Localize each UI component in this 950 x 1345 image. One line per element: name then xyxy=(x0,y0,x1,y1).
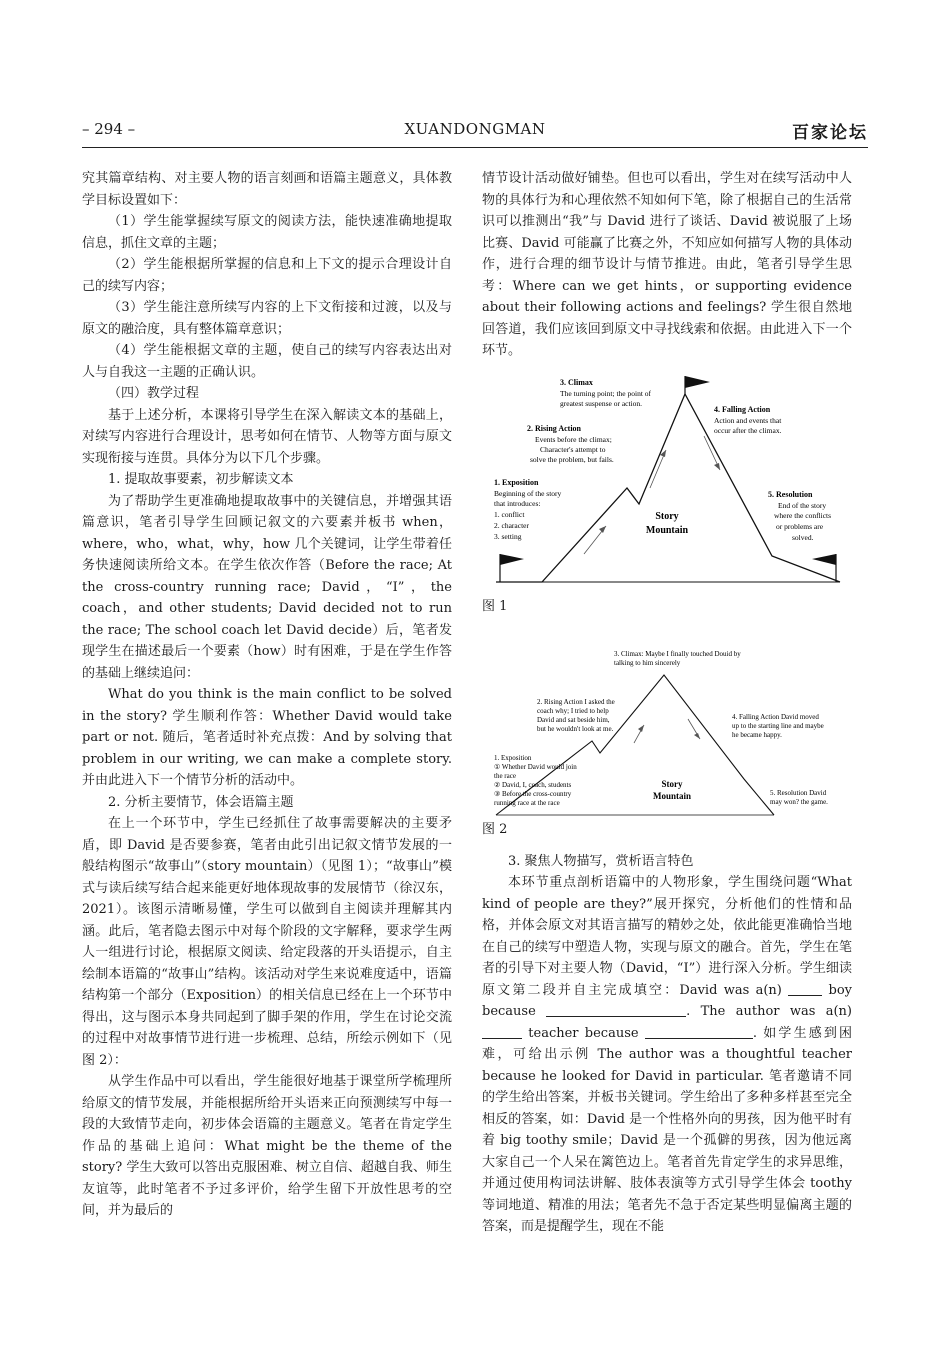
right-column xyxy=(482,168,852,1238)
svg-text:may won? the game.: may won? the game. xyxy=(770,798,828,806)
fig1-falling-title: 4. Falling Action xyxy=(714,404,771,414)
figure-2 xyxy=(482,647,852,841)
fig2-rising: 2. Rising Action I asked the xyxy=(537,698,615,706)
goal-item: （3）学生能注意所续写内容的上下文衔接和过渡，以及与原文的融洽度，具有整体篇章意识； xyxy=(82,300,452,337)
svg-text:coach why; I tried to help: coach why; I tried to help xyxy=(537,707,609,715)
student-story-mountain-diagram xyxy=(482,647,852,819)
svg-text:① Whether David would join: ① Whether David would join xyxy=(494,763,577,771)
fig1-climax-title: 3. Climax xyxy=(560,377,593,387)
svg-text:Story: Story xyxy=(661,779,683,789)
subheading: （四）教学过程 xyxy=(108,386,200,401)
page-number: – 294 – xyxy=(82,120,136,138)
svg-text:The turning point; the point o: The turning point; the point of xyxy=(560,388,652,398)
svg-text:he became happy.: he became happy. xyxy=(732,731,782,739)
fig2-exposition: 1. Exposition xyxy=(494,754,532,762)
blank-line xyxy=(788,981,822,996)
svg-text:or problems are: or problems are xyxy=(776,521,824,531)
page-header xyxy=(82,116,868,146)
fig2-climax: 3. Climax: Maybe I finally touched Douid by xyxy=(614,650,741,658)
svg-text:Character's attempt to: Character's attempt to xyxy=(540,444,606,454)
svg-text:Mountain: Mountain xyxy=(652,791,692,801)
subheading: 3. 聚焦人物描写，赏析语言特色 xyxy=(508,853,694,869)
svg-text:Beginning of the story: Beginning of the story xyxy=(494,488,562,498)
svg-text:Story: Story xyxy=(655,510,679,522)
arrow-icon xyxy=(599,526,606,533)
blank-line xyxy=(645,1024,753,1039)
arrow-icon xyxy=(638,725,644,732)
blank-line xyxy=(482,1024,522,1039)
subheading: 2. 分析主要情节，体会语篇主题 xyxy=(108,794,294,810)
svg-text:③ Before the cross-country: ③ Before the cross-country xyxy=(494,790,572,798)
subheading: 1. 提取故事要素，初步解读文本 xyxy=(108,472,294,487)
svg-text:talking to him sincerely: talking to him sincerely xyxy=(614,659,681,667)
goal-item: （4）学生能根据文章的主题，使自己的续写内容表达出对人与自我这一主题的正确认识。 xyxy=(82,343,452,380)
paragraph: 从学生作品中可以看出，学生能很好地基于课堂所学梳理所给原文的情节发展，并能根据所给开头语来正向预测续写中每一段的大致情节走向，初步体会语篇的主题意义。笔者在肯定学生作品的基础上追问：What might be the theme of the story? 学生大致可以答出克服困难、树立自信、超越自我、师生友谊等，此时笔者不予过多评价，给学生留下开放性思考的空间，并为最后的 xyxy=(82,1074,452,1218)
svg-text:3. setting: 3. setting xyxy=(494,531,522,541)
left-column xyxy=(82,168,452,1222)
svg-text:the race: the race xyxy=(494,772,516,780)
fig1-exposition-title: 1. Exposition xyxy=(494,477,539,487)
fig1-resolution-title: 5. Resolution xyxy=(768,489,813,499)
svg-text:David and sat beside him,: David and sat beside him, xyxy=(537,716,610,724)
figure-1 xyxy=(482,376,852,618)
paragraph: 为了帮助学生更准确地提取故事中的关键信息，并增强其语篇意识，笔者引导学生回顾记叙文的六要素并板书 when，where，who，what，why，how 几个关键词，让学生带着任务快速阅读所给文本。在学生依次作答（Before the race; At the cross-country running race; David，“I”，the coach，and other students; David decided not to run the race; The school coach let David decide）后，笔者发现学生在描述最后一个要素（how）时有困难，于是在学生作答的基础上继续追问： xyxy=(82,493,452,681)
svg-text:solved.: solved. xyxy=(792,532,814,542)
end-flag-icon xyxy=(812,554,836,565)
svg-text:where the conflicts: where the conflicts xyxy=(774,510,832,520)
paragraph: 情节设计活动做好铺垫。但也可以看出，学生对在续写活动中人物的具体行为和心理依然不知如何下笔，除了根据自己的生活常识可以推测出“我”与 David 进行了谈话、David 被说服了上场比赛、David 可能赢了比赛之外，不知应如何描写人物的具体动作，进行合理的细节设计与情节推进。由此，笔者引导学生思考：Where can we get hints，or supporting evidence about their following actions and feelings? 学生很自然地回答道，我们应该回到原文中寻找线索和依据。由此进入下一个环节。 xyxy=(482,171,852,358)
svg-text:Mountain: Mountain xyxy=(645,524,689,536)
fig2-falling: 4. Falling Action David moved xyxy=(732,713,819,721)
header-rule xyxy=(82,147,868,148)
figure-1-caption: 图 1 xyxy=(482,598,508,614)
arrow-icon xyxy=(714,463,720,470)
svg-text:1. conflict: 1. conflict xyxy=(494,509,525,519)
arrow-icon xyxy=(694,733,700,739)
svg-text:Events before the climax;: Events before the climax; xyxy=(535,434,612,444)
figure-2-caption: 图 2 xyxy=(482,822,508,837)
svg-text:up to the starting line and ma: up to the starting line and maybe xyxy=(732,722,824,730)
svg-text:greatest suspense or action.: greatest suspense or action. xyxy=(560,398,643,408)
goal-item: （2）学生能根据所掌握的信息和上下文的提示合理设计自己的续写内容； xyxy=(82,257,452,294)
svg-text:Action and events that: Action and events that xyxy=(714,415,782,425)
svg-text:solve the problem, but fails.: solve the problem, but fails. xyxy=(530,454,614,464)
mountain-outline xyxy=(496,394,840,582)
fig1-rising-title: 2. Rising Action xyxy=(527,423,582,433)
paragraph: What do you think is the main conflict to be solved in the story? 学生顺利作答：Whether David would take part or not. 随后，笔者适时补充点拨：And by solving that problem in our writing, we can make a complete story. 并由此进入下一个情节分析的活动中。 xyxy=(82,687,452,788)
blank-line xyxy=(546,1002,686,1017)
fig2-resolution: 5. Resolution David xyxy=(770,789,827,797)
summit-flag-icon xyxy=(685,376,710,388)
paragraph: 本环节重点剖析语篇中的人物形象，学生围绕问题“What kind of people are they?”展开探究，分析他们的性情和品格，并体会原文对其语言描写的精妙之处，依此能更准确恰当地在自己的续写中塑造人物，实现与原文的融合。首先，学生在笔者的引导下对主要人物（David，“I”）进行深入分析。学生细读原文第二段并自主完成填空：David was a(n) boy because . The author was a(n) teacher because . 如学生感到困难，可给出示例 The author was a thoughtful teacher because he looked for David in particular. 笔者邀请不同的学生给出答案，并板书关键词。学生给出了多种多样甚至完全相反的答案，如：David 是一个性格外向的男孩，因为他平时有着 big toothy smile；David 是一个孤僻的男孩，因为他远离大家自己一个人呆在篱笆边上。笔者首先肯定学生的求异思维，并通过使用构词法讲解、肢体表演等方式引导学生体会 toothy 等词地道、精准的用法；笔者先不急于否定某些明显偏离主题的答案，而是提醒学生，现在不能 xyxy=(482,875,852,1234)
journal-name: XUANDONGMAN xyxy=(404,120,546,138)
section-title: 百家论坛 xyxy=(792,123,868,143)
paragraph: 基于上述分析，本课将引导学生在深入解读文本的基础上，对续写内容进行合理设计，思考如何在情节、人物等方面与原文实现衔接与连贯。具体分为以下几个步骤。 xyxy=(82,407,452,466)
svg-text:running race at the race: running race at the race xyxy=(494,799,560,807)
svg-text:that introduces:: that introduces: xyxy=(494,498,541,508)
start-flag-icon xyxy=(500,554,524,565)
goal-item: （1）学生能掌握续写原文的阅读方法，能快速准确地提取信息，抓住文章的主题； xyxy=(82,214,452,251)
paragraph: 在上一个环节中，学生已经抓住了故事需要解决的主要矛盾，即 David 是否要参赛，笔者由此引出记叙文情节发展的一般结构图示“故事山”（story mountain）（见图 1）；“故事山”模式与读后续写结合起来能更好地体现故事的发展情节（徐汉东，2021）。该图示清晰易懂，学生可以做到自主阅读并理解其内涵。此后，笔者隐去图示中对每个阶段的文字解释，要求学生两人一组进行讨论，根据原文阅读、给定段落的开头语提示，自主绘制本语篇的“故事山”结构。该活动对学生来说难度适中，语篇结构第一个部分（Exposition）的相关信息已经在上一个环节中得出，这与图示本身共同起到了脚手架的作用，学生在讨论交流的过程中对故事情节进行进一步梳理、总结，所绘示例如下（见图 2）： xyxy=(82,816,452,1068)
svg-text:occur after the climax.: occur after the climax. xyxy=(714,425,782,435)
svg-text:End of the story: End of the story xyxy=(778,500,827,510)
svg-text:② David, I, coach, students: ② David, I, coach, students xyxy=(494,781,572,789)
svg-text:but he wouldn't look at me.: but he wouldn't look at me. xyxy=(537,725,614,733)
story-mountain-diagram xyxy=(482,376,852,596)
paragraph: 究其篇章结构、对主要人物的语言刻画和语篇主题意义，具体教学目标设置如下： xyxy=(82,171,452,208)
svg-text:2. character: 2. character xyxy=(494,520,529,530)
